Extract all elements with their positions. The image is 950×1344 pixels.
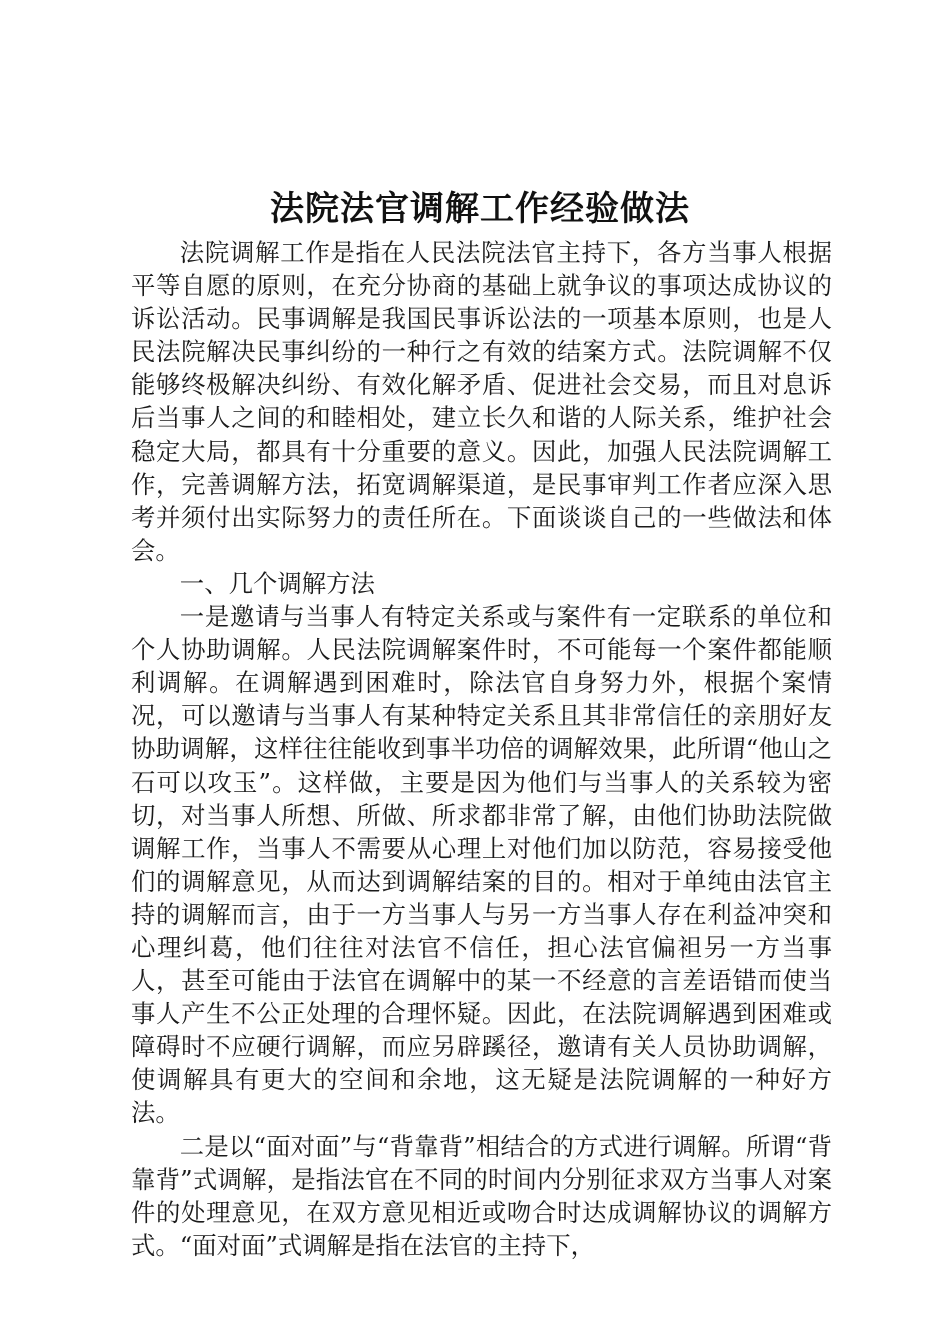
document-title: 法院法官调解工作经验做法 (270, 189, 690, 229)
section-heading-methods: 一、几个调解方法 (179, 568, 375, 598)
paragraph-method-one: 一是邀请与当事人有特定关系或与案件有一定联系的单位和个人协助调解。人民法院调解案件时，不可能每一个案件都能顺利调解。在调解遇到困难时，除法官自身努力外，根据个案情况，可以邀请与当事人有某种特定关系且其非常信任的亲朋好友协助调解，这样往往能收到事半功倍的调解效果，此所谓“他山之石可以攻玉”。这样做，主要是因为他们与当事人的关系较为密切，对当事人所想、所做、所求都非常了解，由他们协助法院做调解工作，当事人不需要从心理上对他们加以防范，容易接受他们的调解意见，从而达到调解结案的目的。相对于单纯由法官主持的调解而言，由于一方当事人与另一方当事人存在利益冲突和心理纠葛，他们往往对法官不信任，担心法官偏袒另一方当事人，甚至可能由于法官在调解中的某一不经意的言差语错而使当事人产生不公正处理的合理怀疑。因此，在法院调解遇到困难或障碍时不应硬行调解，而应另辟蹊径，邀请有关人员协助调解，使调解具有更大的空间和余地，这无疑是法院调解的一种好方法。 (131, 602, 832, 1128)
paragraph-intro: 法院调解工作是指在人民法院法官主持下，各方当事人根据平等自愿的原则，在充分协商的基础上就争议的事项达成协议的诉讼活动。民事调解是我国民事诉讼法的一项基本原则，也是人民法院解决民事纠纷的一种行之有效的结案方式。法院调解不仅能够终极解决纠纷、有效化解矛盾、促进社会交易，而且对息诉后当事人之间的和睦相处，建立长久和谐的人际关系，维护社会稳定大局，都具有十分重要的意义。因此，加强人民法院调解工作，完善调解方法，拓宽调解渠道，是民事审判工作者应深入思考并须付出实际努力的责任所在。下面谈谈自己的一些做法和体会。 (131, 238, 832, 565)
paragraph-method-two: 二是以“面对面”与“背靠背”相结合的方式进行调解。所谓“背靠背”式调解，是指法官在不同的时间内分别征求双方当事人对案件的处理意见，在双方意见相近或吻合时达成调解协议的调解方式。“面对面”式调解是指在法官的主持下， (131, 1131, 832, 1260)
document-body (131, 236, 832, 1262)
